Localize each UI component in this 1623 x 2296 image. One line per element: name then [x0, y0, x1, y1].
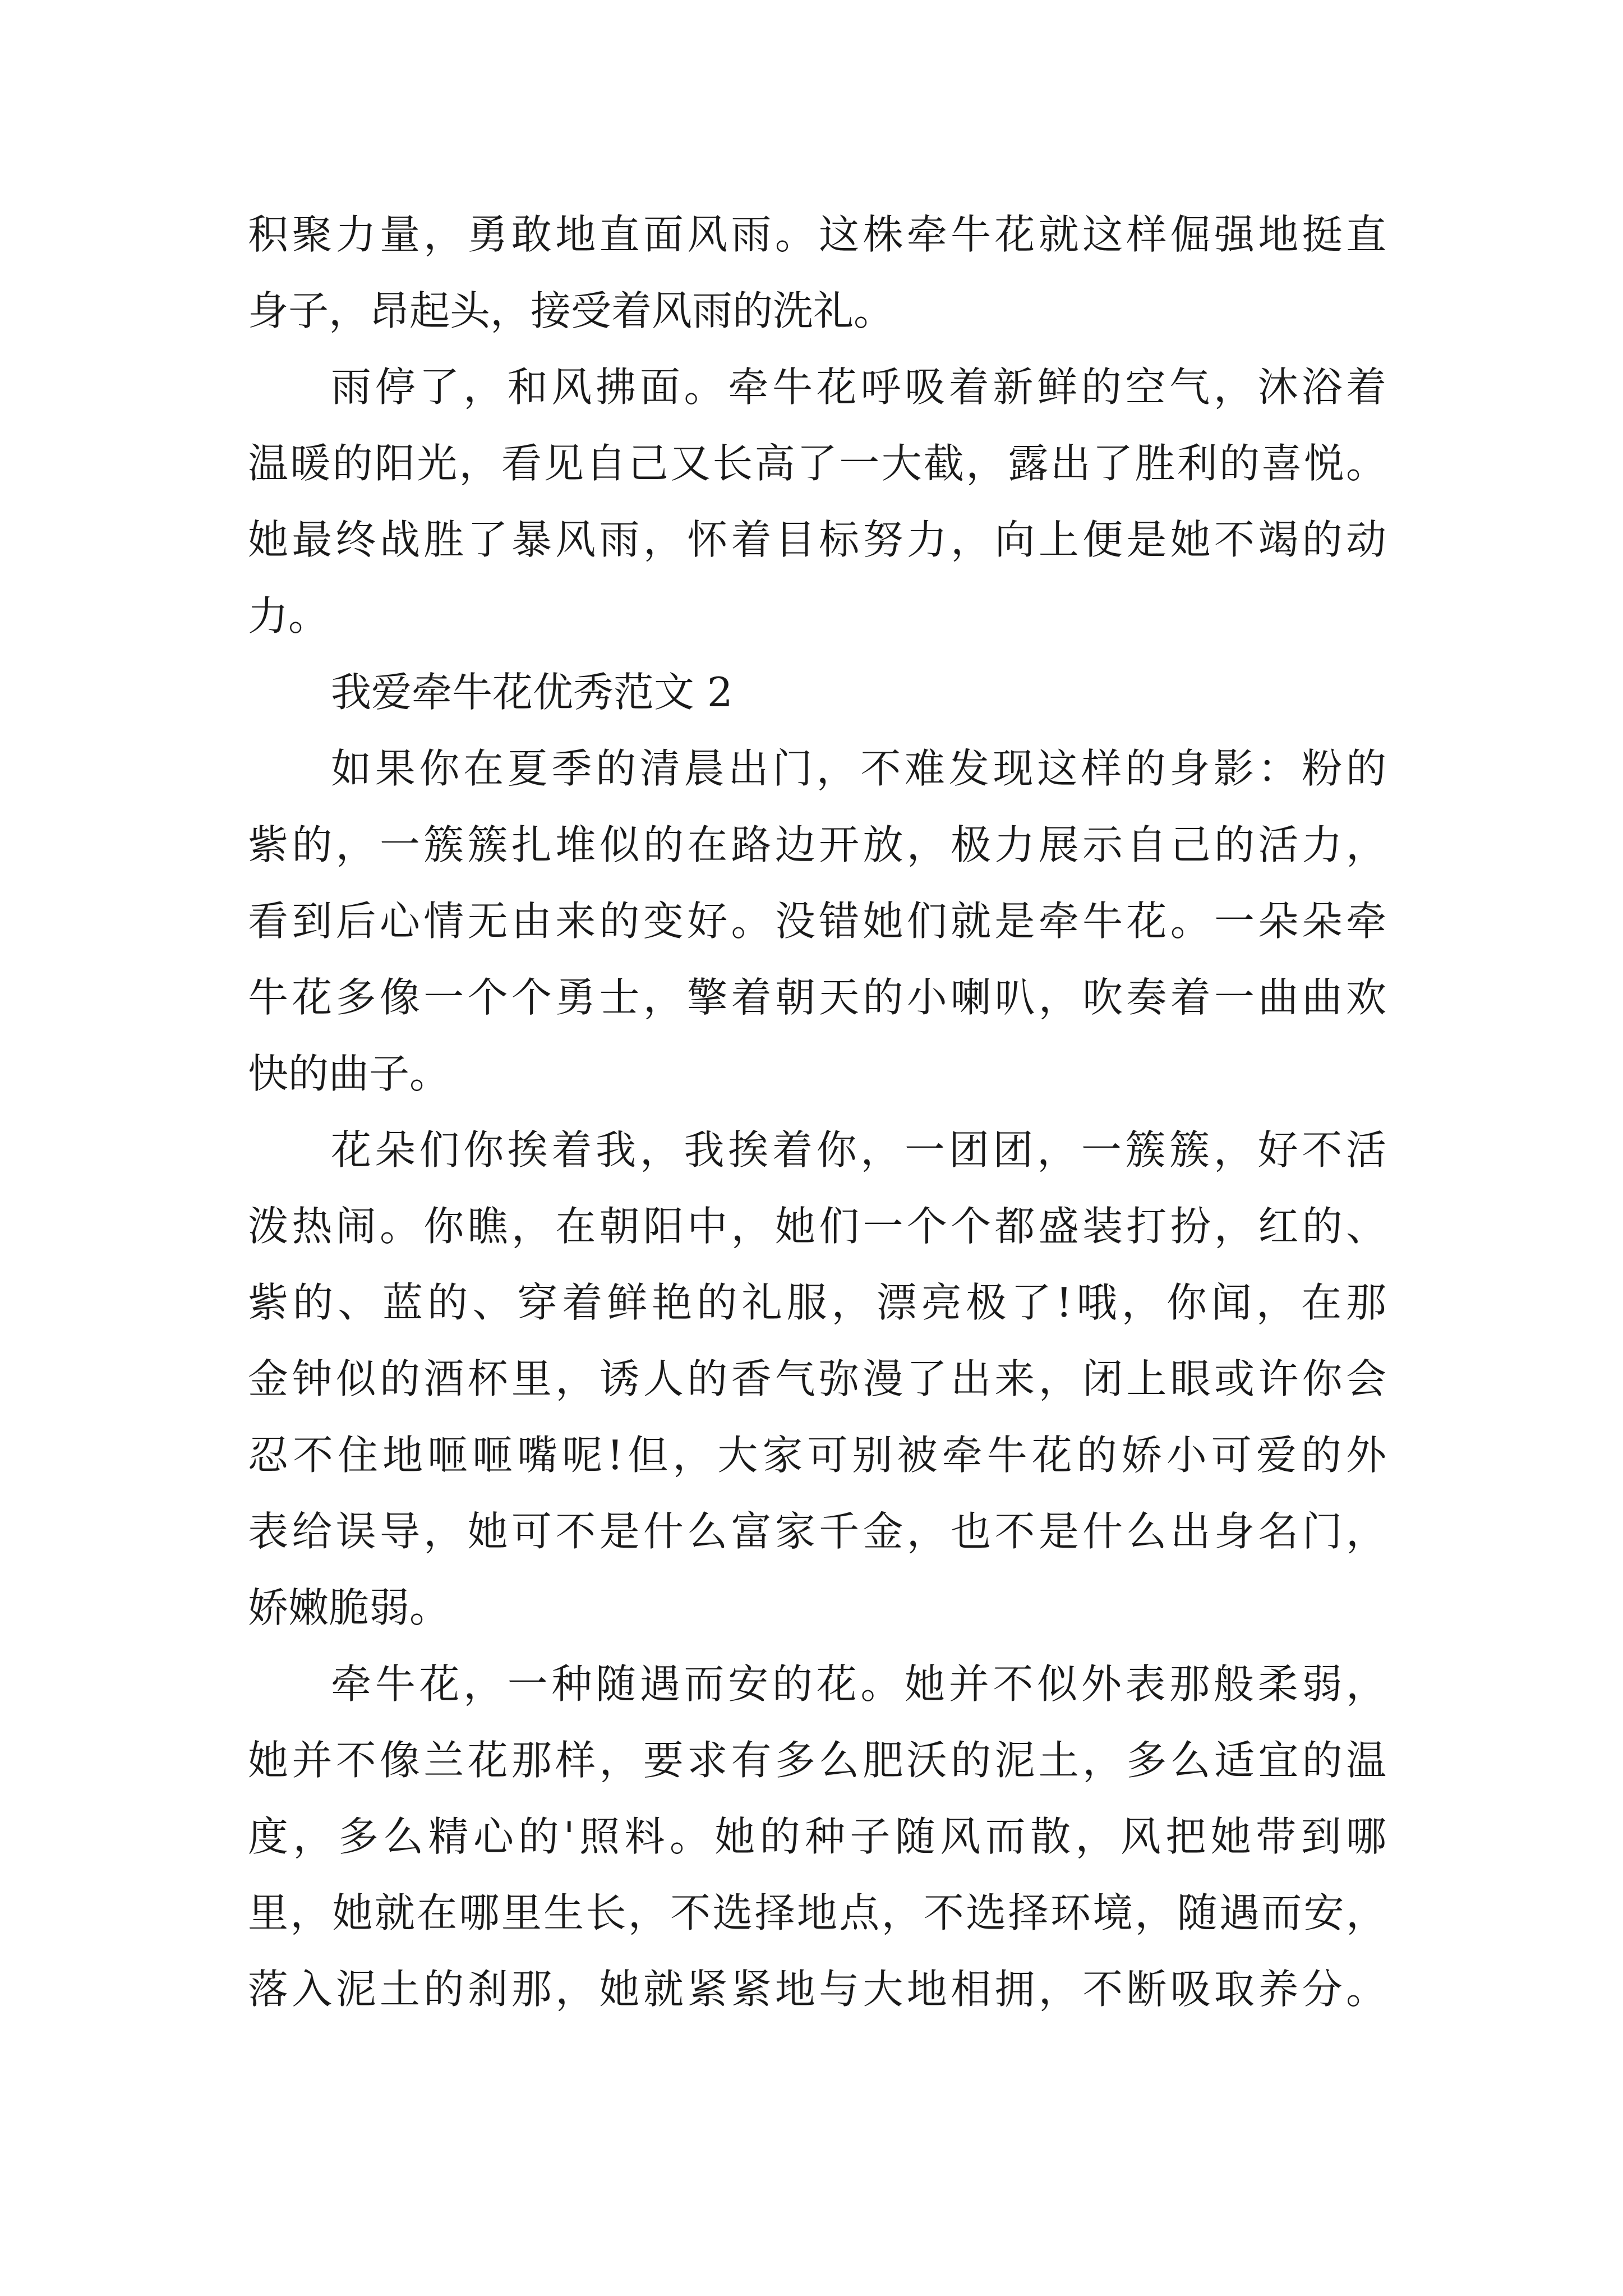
text-line: 她并不像兰花那样，要求有多么肥沃的泥土，多么适宜的温: [248, 1737, 1386, 1784]
paragraph-first-line: 雨停了，和风拂面。牵牛花呼吸着新鲜的空气，沐浴着: [331, 364, 1386, 411]
text-line: 表给误导，她可不是什么富家千金，也不是什么出身名门，: [248, 1508, 1386, 1555]
paragraph-first-line: 牵牛花，一种随遇而安的花。她并不似外表那般柔弱，: [331, 1660, 1386, 1708]
section-heading: 我爱牵牛花优秀范文 2: [331, 669, 733, 716]
text-line: 牛花多像一个个勇士，擎着朝天的小喇叭，吹奏着一曲曲欢: [248, 974, 1386, 1021]
text-line: 快的曲子。: [248, 1050, 450, 1097]
paragraph-first-line: 花朵们你挨着我，我挨着你，一团团，一簇簇，好不活: [331, 1126, 1386, 1174]
text-line: 忍不住地咂咂嘴呢!但，大家可别被牵牛花的娇小可爱的外: [248, 1432, 1386, 1479]
text-line: 紫的，一簇簇扎堆似的在路边开放，极力展示自己的活力，: [248, 821, 1386, 868]
text-line: 她最终战胜了暴风雨，怀着目标努力，向上便是她不竭的动: [248, 516, 1386, 563]
text-line: 泼热闹。你瞧，在朝阳中，她们一个个都盛装打扮，红的、: [248, 1203, 1386, 1250]
text-line: 度，多么精心的'照料。她的种子随风而散，风把她带到哪: [248, 1813, 1386, 1860]
text-line: 紫的、蓝的、穿着鲜艳的礼服，漂亮极了!哦，你闻，在那: [248, 1279, 1386, 1326]
text-line: 金钟似的酒杯里，诱人的香气弥漫了出来，闭上眼或许你会: [248, 1355, 1386, 1402]
text-line: 身子，昂起头，接受着风雨的洗礼。: [248, 287, 895, 334]
paragraph-first-line: 如果你在夏季的清晨出门，不难发现这样的身影：粉的: [331, 745, 1386, 792]
text-line: 娇嫩脆弱。: [248, 1584, 450, 1631]
text-line: 积聚力量，勇敢地直面风雨。这株牵牛花就这样倔强地挺直: [248, 211, 1386, 258]
text-line: 看到后心情无由来的变好。没错她们就是牵牛花。一朵朵牵: [248, 898, 1386, 945]
text-line: 温暖的阳光，看见自己又长高了一大截，露出了胜利的喜悦。: [248, 440, 1386, 487]
text-line: 力。: [248, 592, 329, 639]
essay-body: [248, 196, 1386, 2027]
text-line: 落入泥土的刹那，她就紧紧地与大地相拥，不断吸取养分。: [248, 1966, 1386, 2013]
text-line: 里，她就在哪里生长，不选择地点，不选择环境，随遇而安，: [248, 1889, 1386, 1936]
